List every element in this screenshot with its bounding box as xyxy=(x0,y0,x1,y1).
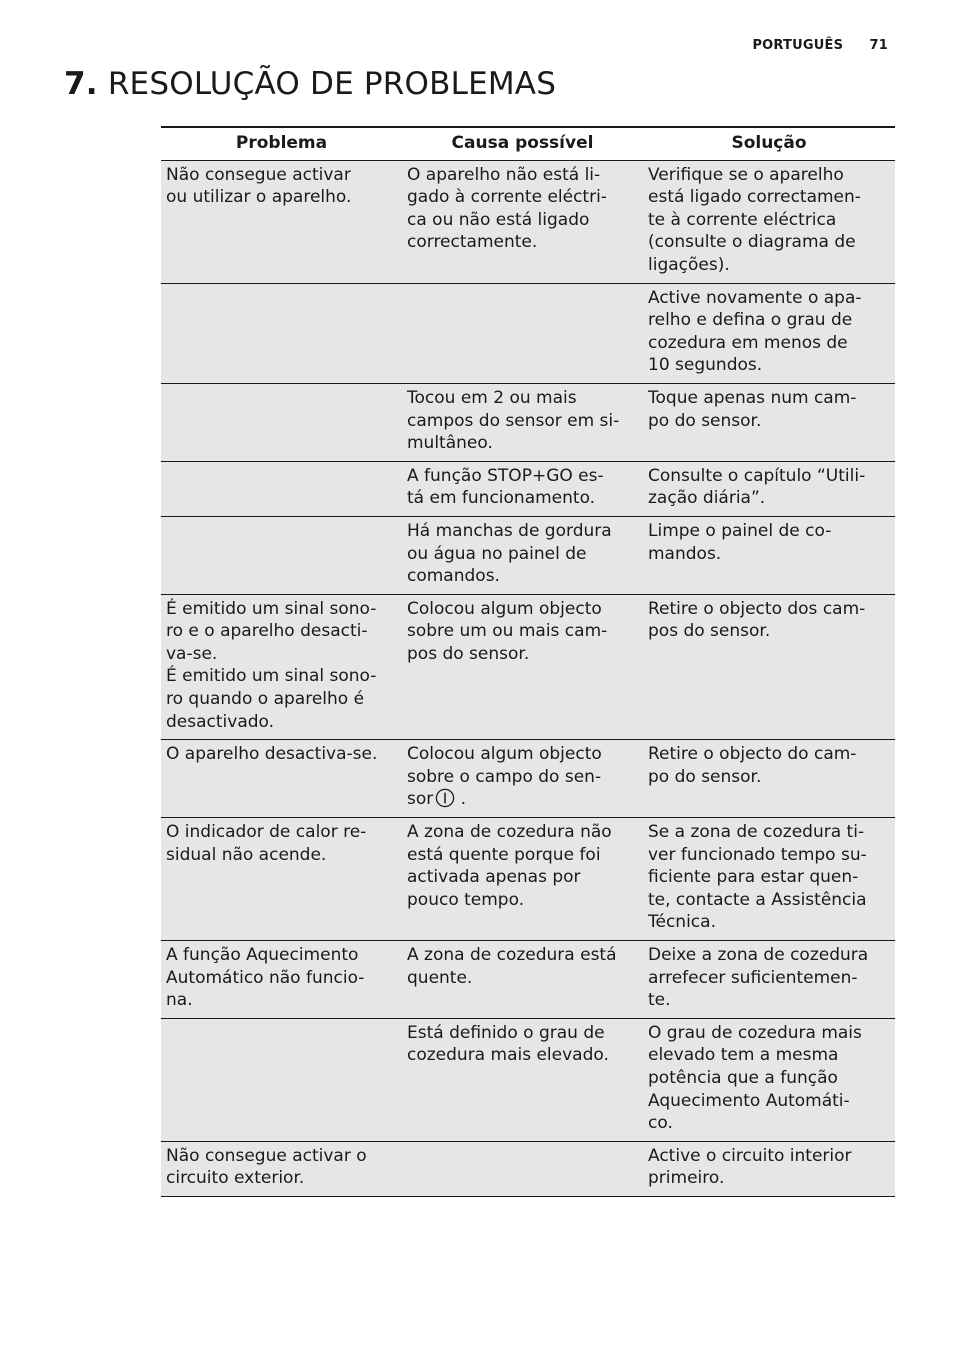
table-row xyxy=(161,594,895,740)
problem-cell xyxy=(161,1018,402,1141)
cause-text: Colocou algum objecto sobre o campo do sen- sor xyxy=(407,744,602,810)
problem-cell: O aparelho desactiva-se. xyxy=(161,740,402,818)
cause-cell: Há manchas de gordura ou água no painel de comandos. xyxy=(402,516,643,594)
table-row xyxy=(161,283,895,383)
cause-cell xyxy=(402,1141,643,1196)
cause-cell: Tocou em 2 ou mais campos do sensor em si- multâneo. xyxy=(402,383,643,461)
page-title xyxy=(64,66,556,102)
problem-cell: É emitido um sinal sono- ro e o aparelho desacti- va-se. É emitido um sinal sono- ro quando o aparelho é desactivado. xyxy=(161,594,402,740)
table-row xyxy=(161,516,895,594)
problem-cell: Não consegue activar ou utilizar o aparelho. xyxy=(161,160,402,283)
solution-cell: Consulte o capítulo “Utili- zação diária”. xyxy=(643,461,895,516)
solution-cell: Se a zona de cozedura ti- ver funcionado tempo su- ficiente para estar quen- te, contacte a Assistência Técnica. xyxy=(643,818,895,941)
table-row xyxy=(161,941,895,1019)
page-header xyxy=(752,38,888,53)
chapter-title: RESOLUÇÃO DE PROBLEMAS xyxy=(107,66,557,102)
solution-cell: Deixe a zona de cozedura arrefecer suficientemen- te. xyxy=(643,941,895,1019)
solution-cell: O grau de cozedura mais elevado tem a mesma potência que a função Aquecimento Automáti- co. xyxy=(643,1018,895,1141)
language-label: PORTUGUÊS xyxy=(752,38,844,53)
solution-cell: Retire o objecto do cam- po do sensor. xyxy=(643,740,895,818)
problem-cell: O indicador de calor re- sidual não acende. xyxy=(161,818,402,941)
problem-cell xyxy=(161,383,402,461)
problem-cell xyxy=(161,283,402,383)
table-row xyxy=(161,1018,895,1141)
problem-cell: Não consegue activar o circuito exterior. xyxy=(161,1141,402,1196)
cause-cell: O aparelho não está li- gado à corrente eléctri- ca ou não está ligado correctamente. xyxy=(402,160,643,283)
problem-cell: A função Aquecimento Automático não funcio- na. xyxy=(161,941,402,1019)
solution-cell: Active o circuito interior primeiro. xyxy=(643,1141,895,1196)
problem-cell xyxy=(161,516,402,594)
table-header-row xyxy=(161,127,895,160)
solution-cell: Toque apenas num cam- po do sensor. xyxy=(643,383,895,461)
cause-cell: A zona de cozedura está quente. xyxy=(402,941,643,1019)
solution-cell: Verifique se o aparelho está ligado correctamen- te à corrente eléctrica (consulte o diagrama de ligações). xyxy=(643,160,895,283)
cause-cell: Colocou algum objecto sobre um ou mais cam- pos do sensor. xyxy=(402,594,643,740)
cause-suffix: . xyxy=(460,789,467,810)
column-header-solution: Solução xyxy=(643,127,895,160)
table-row xyxy=(161,1141,895,1196)
table-row xyxy=(161,740,895,818)
table-row xyxy=(161,461,895,516)
table-row xyxy=(161,160,895,283)
solution-cell: Limpe o painel de co- mandos. xyxy=(643,516,895,594)
chapter-number: 7. xyxy=(64,66,98,102)
on-off-icon xyxy=(435,788,455,808)
cause-cell: Está definido o grau de cozedura mais elevado. xyxy=(402,1018,643,1141)
cause-cell: A função STOP+GO es- tá em funcionamento. xyxy=(402,461,643,516)
column-header-cause: Causa possível xyxy=(402,127,643,160)
solution-cell: Active novamente o apa- relho e defina o grau de cozedura em menos de 10 segundos. xyxy=(643,283,895,383)
problem-cell xyxy=(161,461,402,516)
table-row xyxy=(161,818,895,941)
cause-cell xyxy=(402,740,643,818)
table-row xyxy=(161,383,895,461)
solution-cell: Retire o objecto dos cam- pos do sensor. xyxy=(643,594,895,740)
cause-cell: A zona de cozedura não está quente porque foi activada apenas por pouco tempo. xyxy=(402,818,643,941)
troubleshooting-table xyxy=(161,126,895,1197)
column-header-problem: Problema xyxy=(161,127,402,160)
page-number: 71 xyxy=(869,38,888,53)
cause-cell xyxy=(402,283,643,383)
